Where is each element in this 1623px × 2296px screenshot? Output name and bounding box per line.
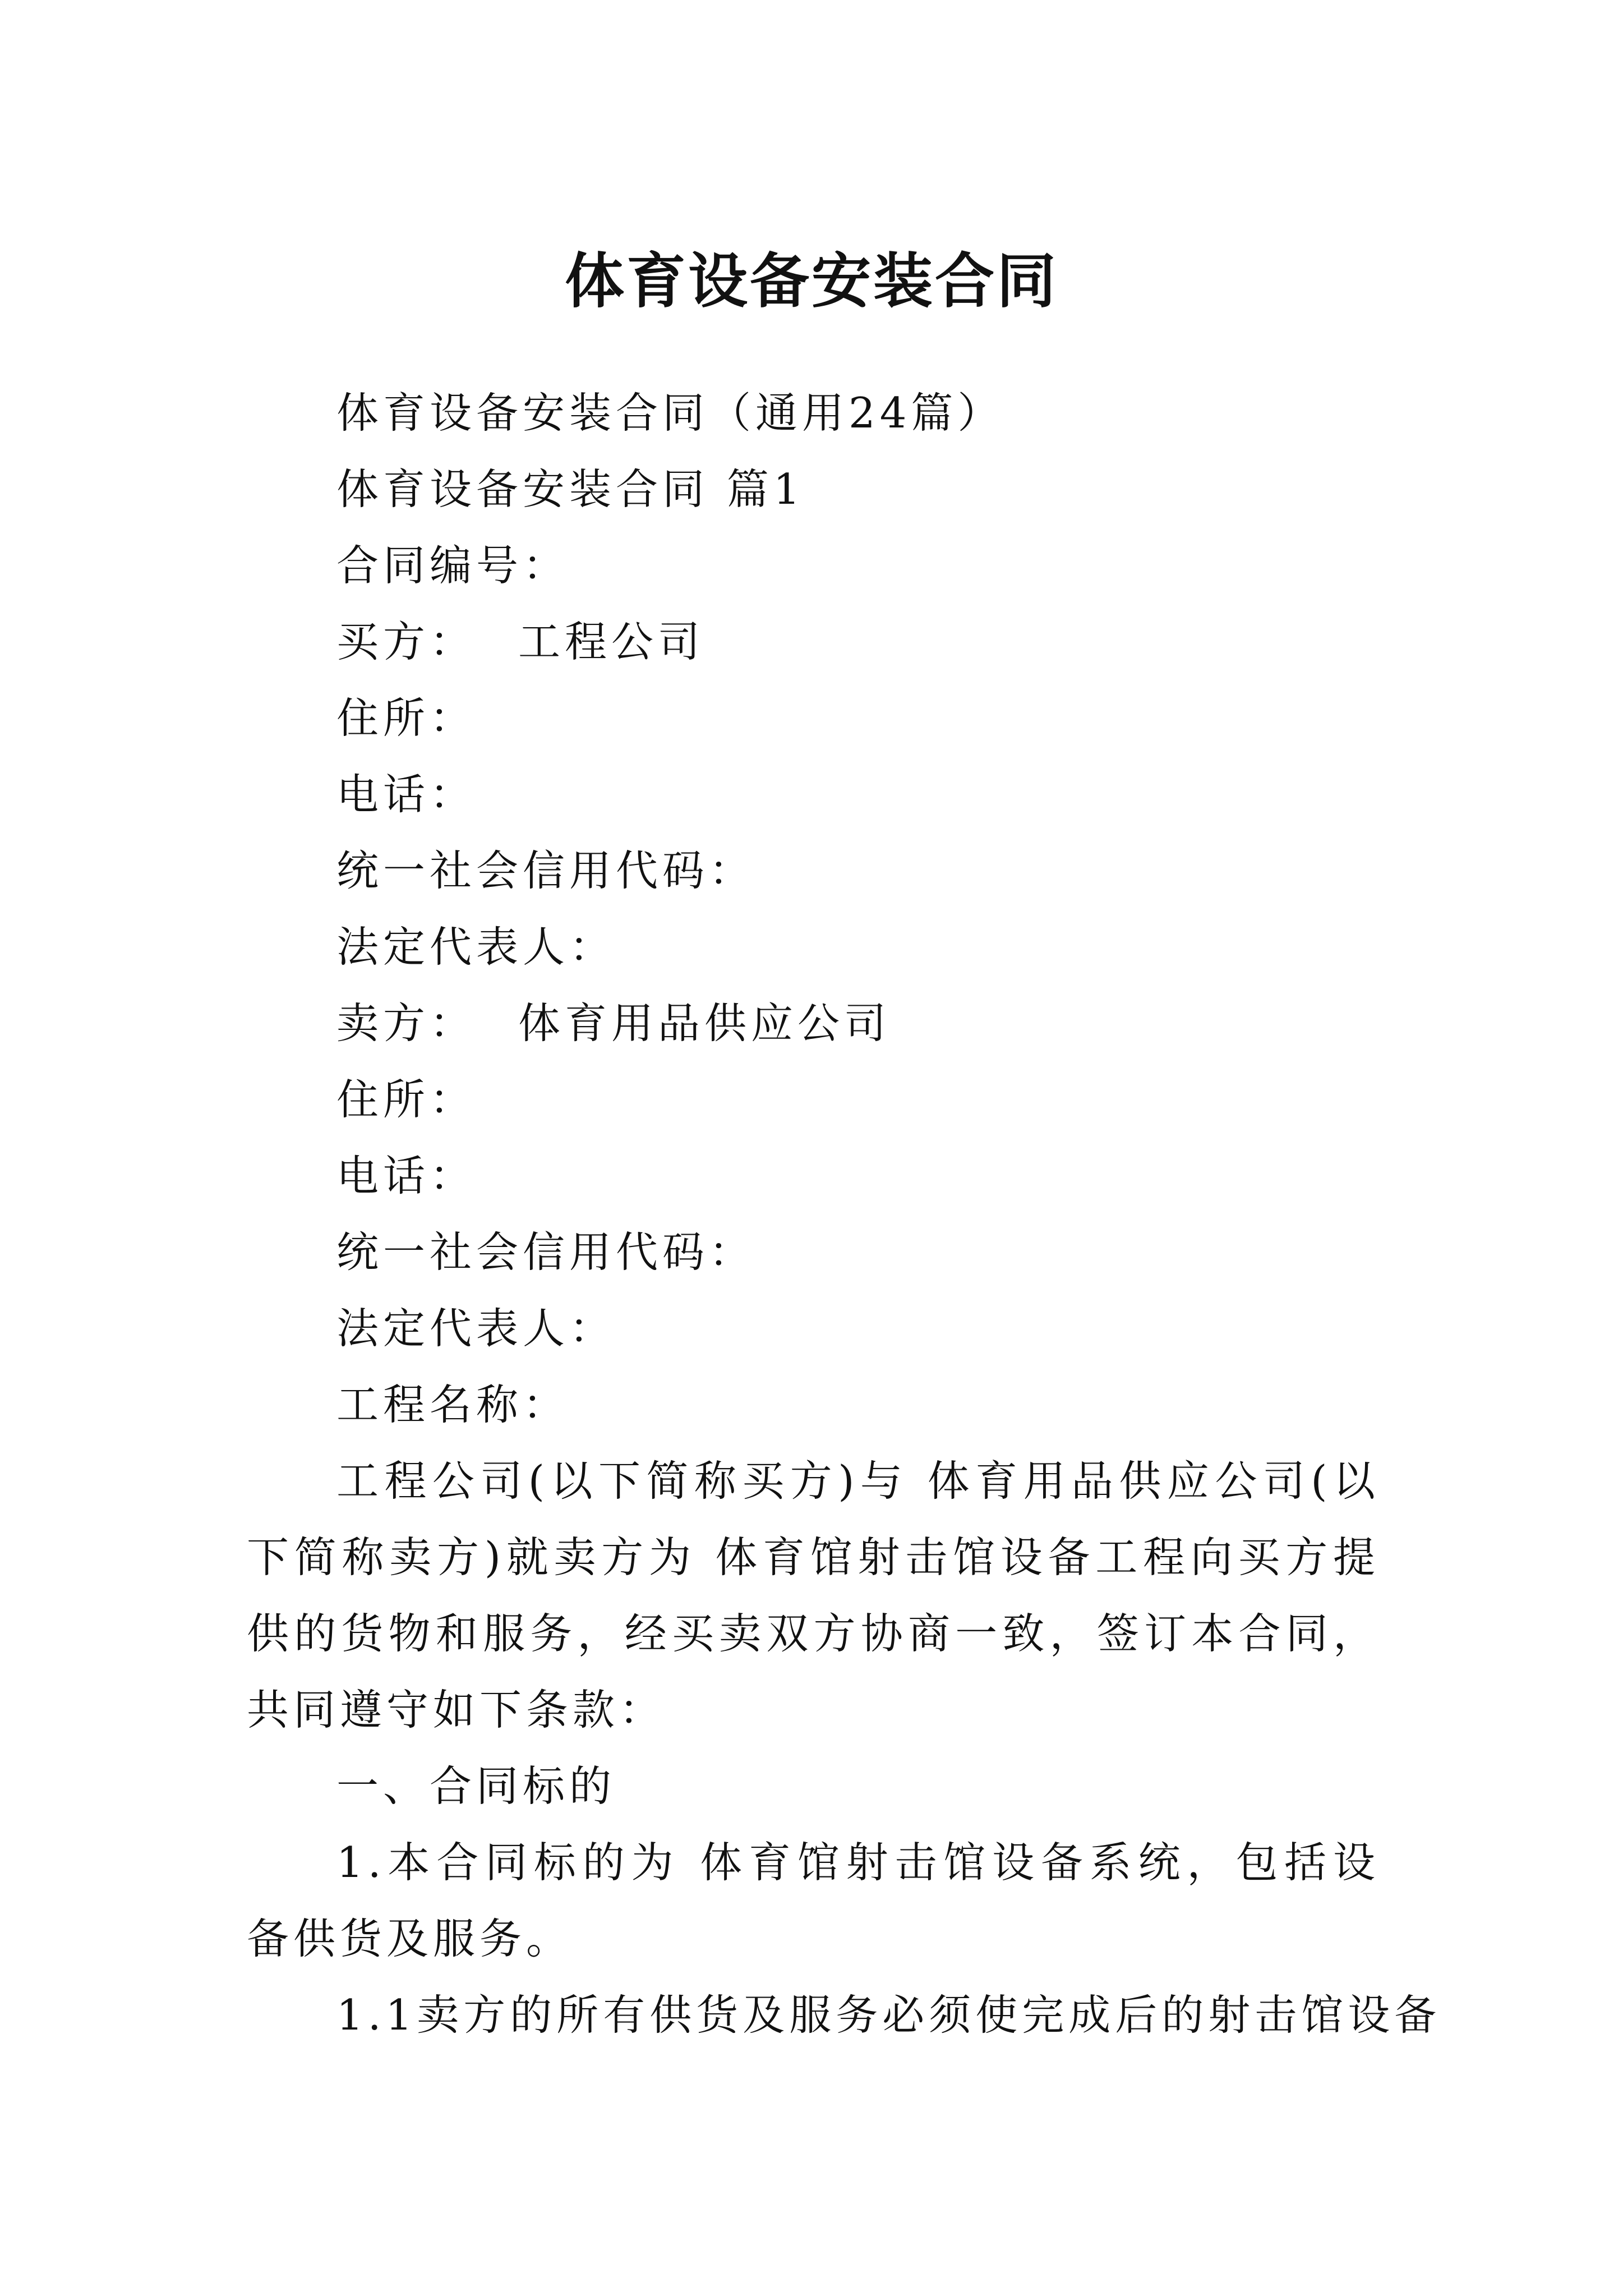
buyer-label: 买方：	[336, 617, 477, 666]
seller-line	[247, 985, 1380, 1061]
seller-phone-label: 电话：	[336, 1151, 477, 1200]
buyer-legal-rep-label: 法定代表人：	[336, 922, 616, 972]
document-subtitle: 体育设备安装合同（通用24篇）	[336, 388, 1004, 438]
buyer-credit-code-label: 统一社会信用代码：	[336, 846, 756, 895]
buyer-line	[247, 604, 1380, 680]
seller-name: 体育用品供应公司	[518, 999, 891, 1048]
section-heading: 体育设备安装合同 篇1	[336, 464, 805, 514]
document-body	[247, 375, 1441, 2053]
clause-1-heading: 一、合同标的	[336, 1761, 616, 1811]
intro-paragraph: 工程公司(以下简称买方)与 体育用品供应公司(以下简称卖方)就卖方为 体育馆射击馆设备工程向买方提供的货物和服务，经买卖双方协商一致，签订本合同，共同遵守如下条款：	[247, 1456, 1380, 1734]
buyer-address-label: 住所：	[336, 693, 477, 743]
buyer-phone-label: 电话：	[336, 770, 477, 819]
clause-1-1: 1.本合同标的为 体育馆射击馆设备系统，包括设备供货及服务。	[247, 1838, 1380, 1963]
contract-number-label: 合同编号：	[336, 541, 570, 590]
seller-address-label: 住所：	[336, 1075, 477, 1124]
clause-1-1-1: 1.1卖方的所有供货及服务必须使完成后的射击馆设备	[336, 1990, 1441, 2040]
seller-credit-code-label: 统一社会信用代码：	[336, 1227, 756, 1277]
seller-legal-rep-label: 法定代表人：	[336, 1304, 616, 1353]
document-title: 体育设备安装合同	[565, 246, 1058, 316]
buyer-name: 工程公司	[518, 617, 705, 666]
seller-label: 卖方：	[336, 999, 477, 1048]
project-name-label: 工程名称：	[336, 1380, 570, 1429]
